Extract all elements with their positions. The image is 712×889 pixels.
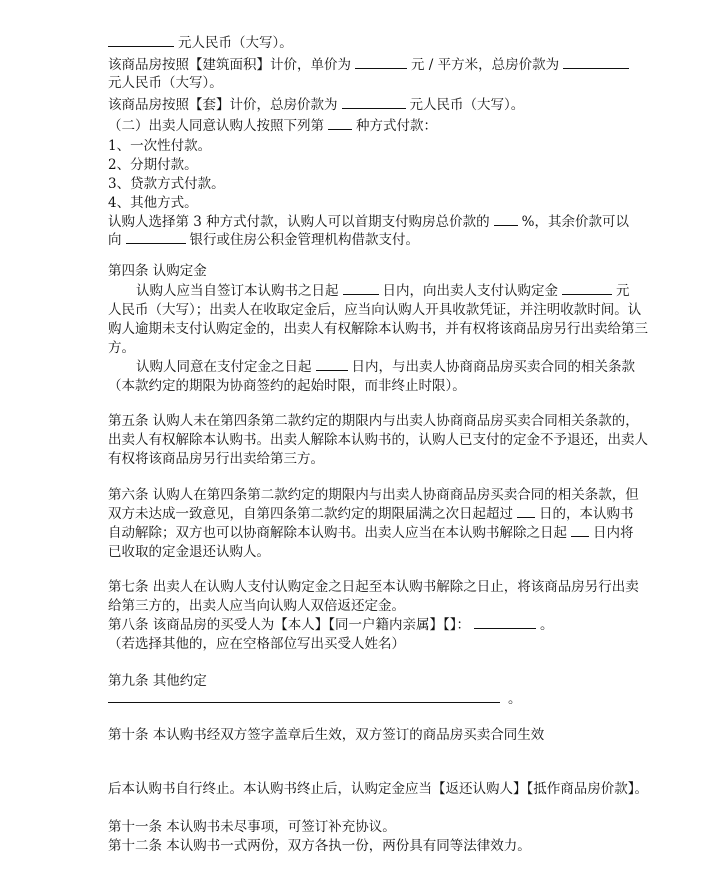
text-line: 自动解除；双方也可以协商解除本认购书。出卖人应当在本认购书解除之日起 日内将 bbox=[108, 525, 634, 541]
clause-5-line: 第五条 认购人未在第四条第二款约定的期限内与出卖人协商商品房买卖合同相关条款的， bbox=[108, 413, 639, 429]
text-line: 向 银行或住房公积金管理机构借款支付。 bbox=[108, 232, 419, 248]
text-line: 。 bbox=[508, 691, 522, 707]
other-agreement-field[interactable] bbox=[108, 702, 500, 703]
blank-field[interactable] bbox=[328, 117, 352, 130]
blank-field[interactable] bbox=[126, 231, 186, 244]
list-item: 2、分期付款。 bbox=[108, 157, 198, 173]
blank-field[interactable] bbox=[571, 524, 589, 537]
text-line: 双方未达成一致意见，自第四条第二款约定的期限届满之次日起超过 日的，本认购书 bbox=[108, 506, 634, 522]
text-line: 人民币（大写）；出卖人在收取定金后，应当向认购人开具收款凭证，并注明收款时间。认 bbox=[108, 302, 642, 318]
text-line: 给第三方的，出卖人应当向认购人双倍返还定金。 bbox=[108, 598, 405, 614]
blank-field[interactable] bbox=[316, 358, 348, 371]
text-line: 出卖人有权解除本认购书。出卖人解除本认购书的，认购人已支付的定金不予退还，出卖人 bbox=[108, 432, 648, 448]
clause-6-line: 第六条 认购人在第四条第二款约定的期限内与出卖人协商商品房买卖合同的相关条款，但 bbox=[108, 487, 639, 503]
text-line: （二）出卖人同意认购人按照下列第 种方式付款： bbox=[108, 118, 437, 134]
blank-field[interactable] bbox=[343, 282, 379, 295]
text-line: 方。 bbox=[108, 340, 135, 356]
text-line: 认购人同意在支付定金之日起 日内，与出卖人协商商品房买卖合同的相关条款 bbox=[136, 359, 635, 375]
blank-field[interactable] bbox=[562, 282, 612, 295]
buyer-name-field[interactable] bbox=[474, 616, 536, 629]
text-line: 后本认购书自行终止。本认购书终止后，认购定金应当【返还认购人】【抵作商品房价款】。 bbox=[108, 781, 648, 797]
list-item: 4、其他方式。 bbox=[108, 195, 198, 211]
text-line: 已收取的定金退还认购人。 bbox=[108, 544, 270, 560]
clause-11-line: 第十一条 本认购书未尽事项，可签订补充协议。 bbox=[108, 819, 396, 835]
blank-field[interactable] bbox=[563, 56, 629, 69]
text-line: 认购人选择第 3 种方式付款，认购人可以首期支付购房总价款的 %，其余价款可以 bbox=[108, 214, 629, 230]
blank-field[interactable] bbox=[517, 505, 535, 518]
blank-field[interactable] bbox=[355, 56, 407, 69]
text-line: 购人逾期未支付认购定金的，出卖人有权解除本认购书，并有权将该商品房另行出卖给第三 bbox=[108, 321, 648, 337]
text-line: 元人民币（大写）。 bbox=[108, 75, 223, 91]
text-line: 认购人应当自签订本认购书之日起 日内，向出卖人支付认购定金 元 bbox=[136, 283, 630, 299]
list-item: 1、一次性付款。 bbox=[108, 138, 212, 154]
blank-field[interactable] bbox=[108, 34, 174, 47]
clause-10-line: 第十条 本认购书经双方签字盖章后生效，双方签订的商品房买卖合同生效 bbox=[108, 727, 545, 743]
text-line: 该商品房按照【套】计价，总房价款为 元人民币（大写）。 bbox=[108, 97, 525, 113]
list-item: 3、贷款方式付款。 bbox=[108, 176, 225, 192]
blank-field[interactable] bbox=[494, 213, 518, 226]
text-line: （本款约定的期限为协商签约的起始时限，而非终止时限）。 bbox=[108, 378, 466, 394]
clause-7-line: 第七条 出卖人在认购人支付认购定金之日起至本认购书解除之日止，将该商品房另行出卖 bbox=[108, 579, 639, 595]
blank-field[interactable] bbox=[342, 96, 406, 109]
text-line: 该商品房按照【建筑面积】计价，单价为 元 / 平方米，总房价款为 bbox=[108, 56, 633, 74]
text-line: （若选择其他的，应在空格部位写出买受人姓名） bbox=[108, 636, 405, 652]
section-heading: 第四条 认购定金 bbox=[108, 263, 207, 279]
clause-12-line: 第十二条 本认购书一式两份，双方各执一份，两份具有同等法律效力。 bbox=[108, 838, 531, 854]
section-heading: 第九条 其他约定 bbox=[108, 673, 207, 689]
text-line: 元人民币（大写）。 bbox=[108, 34, 293, 52]
text-line: 有权将该商品房另行出卖给第三方。 bbox=[108, 451, 324, 467]
clause-8-line: 第八条 该商品房的买受人为【本人】【同一户籍内亲属】【】： 。 bbox=[108, 617, 554, 633]
